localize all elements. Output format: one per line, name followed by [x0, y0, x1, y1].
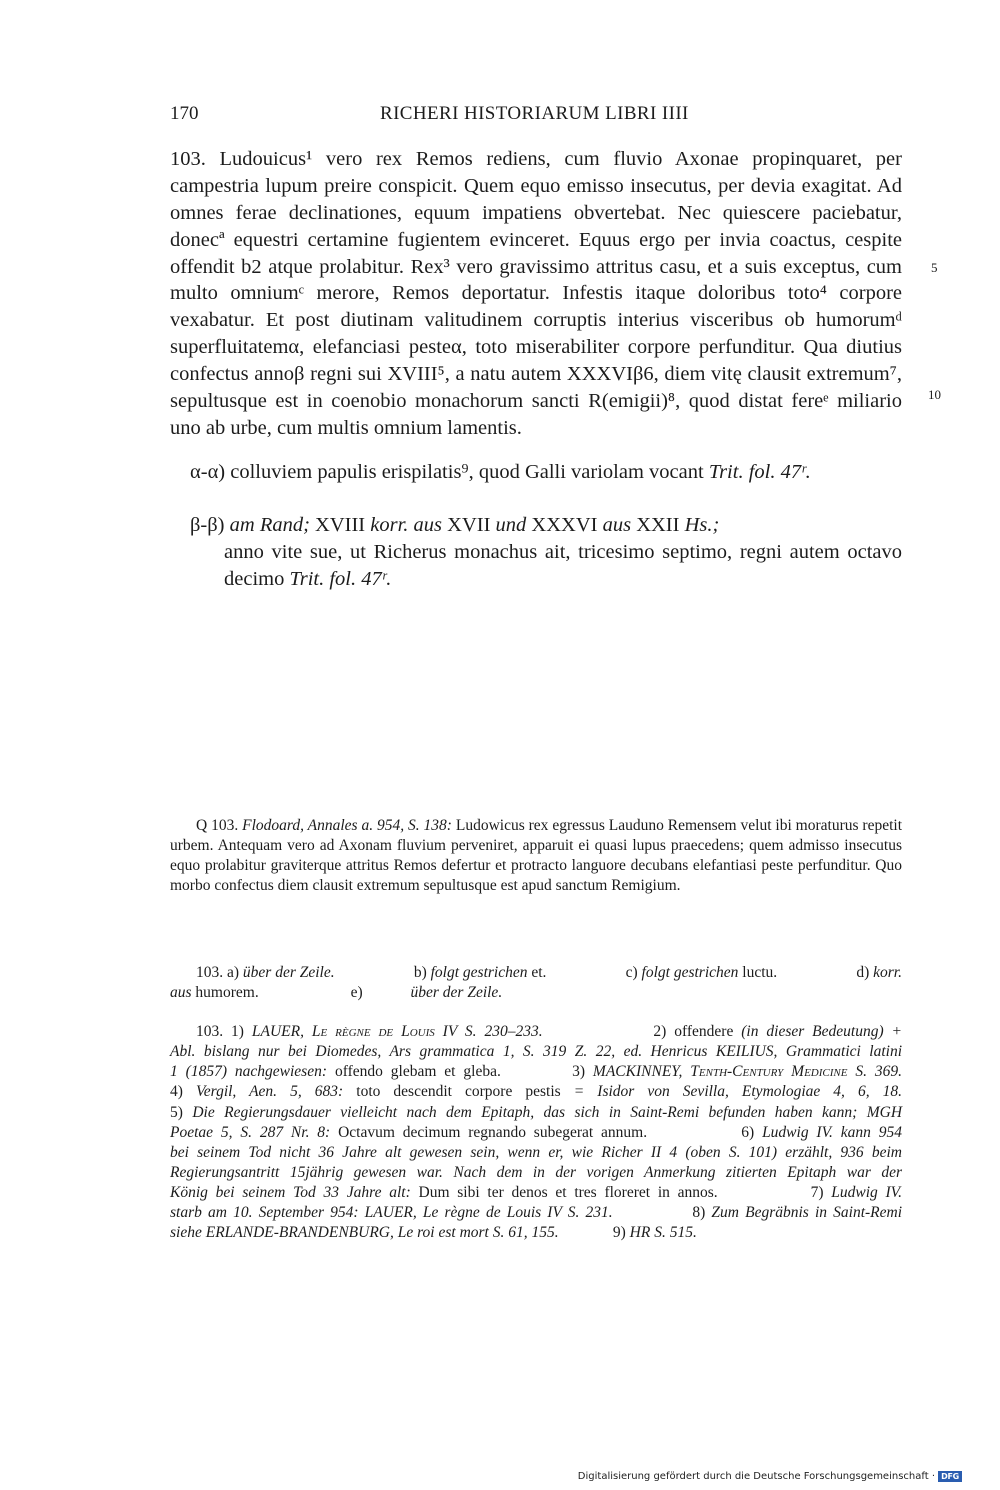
text-line: omnes ferae declinationes, equum impatiens obvertebat. Nec quiescere paciebatur,	[170, 201, 902, 224]
text-line: donecª equestri certamine fugientem evinceret. Equus ergo per invia coactus, cespite	[170, 228, 902, 251]
apparatus-comment: aus	[602, 514, 632, 536]
text-line: multo omniumᶜ merore, Remos deportatur. Infestis itaque doloribus toto⁴ corpore	[170, 282, 902, 305]
text-line: offendit b2 atque prolabitur. Rex³ vero gravissimo attritus casu, et a suis exceptus, cum	[170, 255, 902, 278]
apparatus-reading: XVII	[447, 514, 491, 536]
footnote-line: bei seinem Tod nicht 36 Jahre alt gewesen sein, wenn er, wie Richer II 4 (oben S. 101) erzählt, 936 beim	[170, 1143, 902, 1161]
apparatus-reading: XXXVI	[531, 514, 598, 536]
source-text: Ludowicus rex egressus Lauduno Remensem velut ibi moraturus repetit urbem. Antequam vero ad Axonam fluvium perveniret, apparuit ei quasi lupus praecedens; quem admisso insecutus equo prolabitur graviterque attritus Remos defertur et protracto languore decubans elefantiasi peste perfunditur. Quo morbo confectus diem clausit extremum sepultusque est apud sanctum Remigium.	[170, 817, 903, 895]
text-line: vexabatur. Et post diutinam valitudinem corruptis interius visceribus ob humorumᵈ	[170, 309, 902, 332]
footnotes	[170, 1022, 902, 1244]
footnote-line: 4) Vergil, Aen. 5, 683: toto descendit corpore pestis = Isidor von Sevilla, Etymologiae 4, 6, 18.	[170, 1083, 903, 1101]
text-line: sepultusque est in coenobio monachorum sancti R(emigii)⁸, quod distat fereᵉ miliario	[170, 390, 902, 413]
footnote-line: Poetae 5, S. 287 Nr. 8: Octavum decimum regnando subegerat annum. 6) Ludwig IV. kann 954	[170, 1123, 903, 1141]
apparatus-lemma: β-β)	[190, 514, 225, 536]
source-reference: Flodoard, Annales a. 954, S. 138:	[242, 817, 452, 834]
page-number: 170	[170, 103, 199, 124]
note-label: 103. a)	[196, 964, 240, 981]
apparatus-reference: Trit. fol. 47ʳ.	[289, 567, 392, 590]
note-text: folgt gestrichen	[641, 964, 739, 981]
line-number-10: 10	[928, 387, 941, 402]
note-text: aus	[170, 984, 192, 1002]
text-line: campestria lupum preire conspicit. Quem equo emisso insecutus, per devia exagitat. Ad	[170, 174, 902, 197]
line-number-5: 5	[931, 260, 938, 275]
footnote-line: 103. 1) LAUER, Le règne de Louis IV S. 230–233. 2) offendere (in dieser Bedeutung) +	[196, 1023, 902, 1040]
text-line: superfluitatemα, elefanciasi pesteα, toto miserabiliter corpore perfunditur. Qua diutius	[170, 336, 902, 359]
apparatus-comment: korr. aus	[370, 514, 443, 536]
footnote-line: 1 (1857) nachgewiesen: offendo glebam et gleba. 3) MACKINNEY, Tenth-Century Medicine S. 369.	[170, 1063, 903, 1081]
apparatus-comment: am Rand;	[229, 514, 310, 536]
note-text: korr.	[873, 964, 902, 981]
text-line: confectus annoβ regni sui XVIII⁵, a natu autem XXXVIβ6, diem vitę clausit extremum⁷,	[170, 363, 902, 386]
apparatus-comment: und	[495, 514, 527, 536]
footnote-line: Abl. bislang nur bei Diomedes, Ars grammatica 1, S. 319 Z. 22, ed. Henricus KEILIUS, Grammatici latini	[170, 1043, 903, 1061]
note-text: über der Zeile.	[242, 964, 335, 981]
note-word: luctu.	[742, 964, 778, 981]
footnote-line: siehe ERLANDE-BRANDENBURG, Le roi est mort S. 61, 155. 9) HR S. 515.	[170, 1224, 697, 1242]
apparatus-lemma: α-α)	[190, 461, 226, 483]
digitization-credit	[578, 1471, 962, 1482]
running-head: RICHERI HISTORIARUM LIBRI IIII	[380, 103, 689, 124]
credit-text: Digitalisierung gefördert durch die Deutsche Forschungsgemeinschaft ·	[577, 1471, 935, 1482]
apparatus-text: anno vite sue, ut Richerus monachus ait, tricesimo septimo, regni autem octavo decimo	[224, 540, 902, 590]
note-label: b)	[413, 964, 427, 981]
apparatus-reading: XXII	[636, 514, 680, 536]
footnote-line: König bei seinem Tod 33 Jahre alt: Dum sibi ter denos et tres floreret in annos. 7) Ludwig IV.	[170, 1184, 903, 1202]
main-text	[170, 146, 902, 442]
apparatus-text: colluviem papulis erispilatis⁹, quod Galli variolam vocant	[230, 461, 704, 483]
footnote-line: 5) Die Regierungsdauer vielleicht nach dem Epitaph, das sich in Saint-Remi befunden haben kann; MGH	[170, 1103, 903, 1121]
apparatus-reading: XVIII	[315, 514, 366, 536]
note-label: d)	[856, 964, 870, 981]
text-line: uno ab urbe, cum multis omnium lamentis.	[170, 416, 522, 439]
footnote-line: Regierungsantritt 15jährig gewesen war. Nach dem in der vorigen Anmerkung zitierten Epitaph war der	[170, 1163, 902, 1181]
note-label: c)	[625, 964, 638, 981]
apparatus-alpha	[190, 459, 902, 486]
footnote-line: starb am 10. September 954: LAUER, Le règne de Louis IV S. 231. 8) Zum Begräbnis in Saint-Remi	[170, 1204, 903, 1222]
apparatus-comment: Hs.;	[684, 514, 720, 536]
dfg-logo-icon: DFG	[938, 1471, 962, 1482]
text-line: 103. Ludouicus¹ vero rex Remos rediens, cum fluvio Axonae propinquaret, per	[170, 148, 902, 170]
note-label: e)	[350, 984, 363, 1002]
source-note	[170, 816, 902, 896]
apparatus-beta	[190, 512, 902, 593]
note-text: über der Zeile.	[410, 984, 503, 1002]
critical-notes	[170, 963, 902, 1003]
note-word: humorem.	[195, 984, 259, 1002]
note-text: folgt gestrichen	[430, 964, 528, 981]
apparatus-reference: Trit. fol. 47ʳ.	[708, 461, 811, 483]
note-word: et.	[531, 964, 547, 981]
source-lemma: Q 103.	[196, 817, 239, 834]
